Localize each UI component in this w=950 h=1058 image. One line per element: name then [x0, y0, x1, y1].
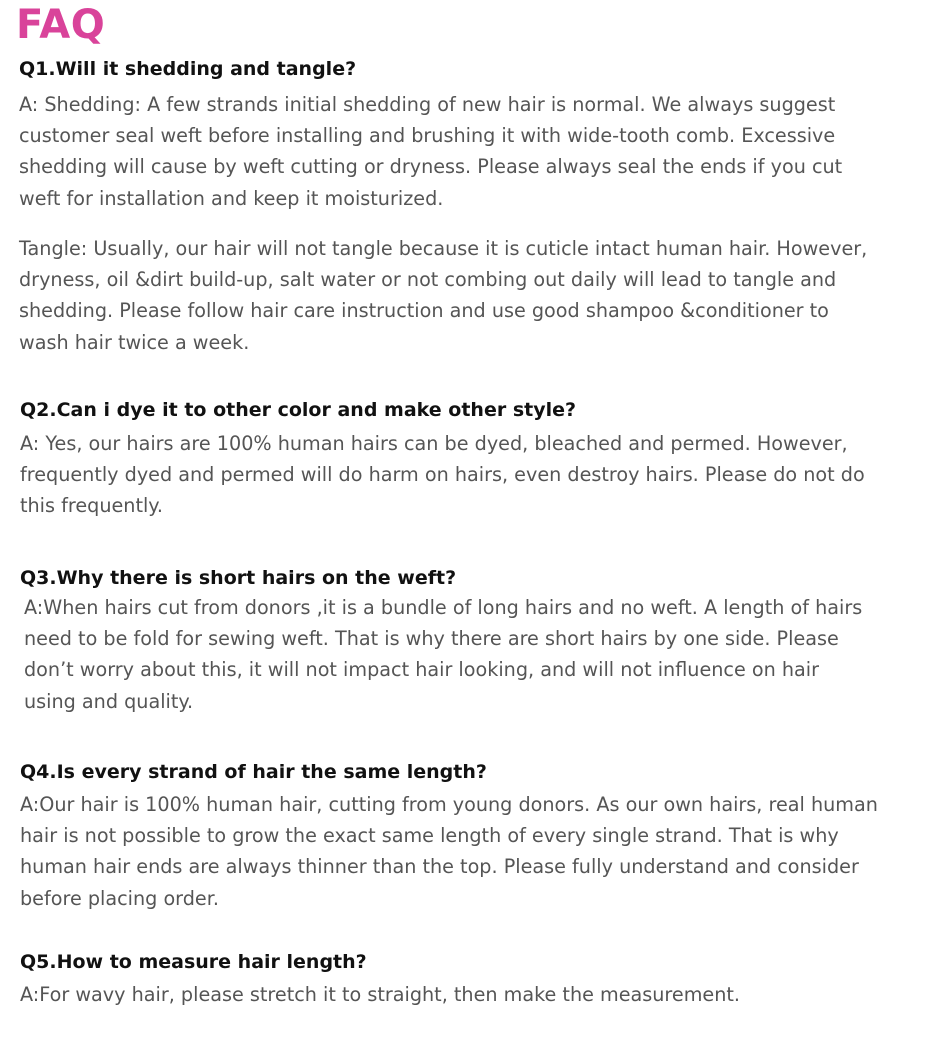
answer-line: A: Shedding: A few strands initial shedding of new hair is normal. We always suggest	[19, 93, 836, 116]
answer-line: customer seal weft before installing and brushing it with wide-tooth comb. Excessive	[19, 124, 836, 148]
faq-question-3: Q3.Why there is short hairs on the weft?	[20, 567, 457, 589]
answer-line: before placing order.	[20, 886, 219, 910]
answer-line: this frequently.	[20, 494, 164, 518]
faq-question-2: Q2.Can i dye it to other color and make other style?	[20, 399, 577, 421]
answer-line: A: Yes, our hairs are 100% human hairs can be dyed, bleached and permed. However,	[20, 432, 848, 455]
faq-answer-4	[20, 789, 900, 914]
answer-line: Tangle: Usually, our hair will not tangle because it is cuticle intact human hair. However,	[19, 237, 868, 260]
answer-line: A:For wavy hair, please stretch it to straight, then make the measurement.	[20, 983, 740, 1006]
answer-line: dryness, oil &dirt build-up, salt water or not combing out daily will lead to tangle and	[19, 268, 837, 292]
answer-line: hair is not possible to grow the exact same length of every single strand. That is why	[20, 824, 839, 848]
faq-answer-5	[20, 979, 900, 1010]
faq-answer-1-tangle	[19, 233, 899, 358]
answer-line: need to be fold for sewing weft. That is why there are short hairs by one side. Please	[24, 627, 839, 651]
answer-line: A:When hairs cut from donors ,it is a bundle of long hairs and no weft. A length of hairs	[24, 596, 863, 619]
faq-answer-1-shedding	[19, 89, 899, 214]
faq-question-5: Q5.How to measure hair length?	[20, 951, 367, 973]
answer-line: using and quality.	[24, 689, 194, 713]
answer-line: frequently dyed and permed will do harm on hairs, even destroy hairs. Please do not do	[20, 463, 865, 487]
faq-answer-2	[20, 428, 900, 522]
answer-line: human hair ends are always thinner than the top. Please fully understand and consider	[20, 855, 859, 879]
answer-line: A:Our hair is 100% human hair, cutting from young donors. As our own hairs, real human	[20, 793, 878, 816]
faq-answer-3	[24, 592, 904, 717]
faq-question-4: Q4.Is every strand of hair the same length?	[20, 761, 487, 783]
answer-line: shedding. Please follow hair care instruction and use good shampoo &conditioner to	[19, 299, 829, 323]
answer-line: don’t worry about this, it will not impact hair looking, and will not influence on hair	[24, 658, 820, 682]
page-title: FAQ	[16, 2, 106, 48]
answer-line: weft for installation and keep it moisturized.	[19, 186, 444, 210]
faq-question-1: Q1.Will it shedding and tangle?	[19, 58, 357, 80]
answer-line: shedding will cause by weft cutting or dryness. Please always seal the ends if you cut	[19, 155, 843, 179]
answer-line: wash hair twice a week.	[19, 330, 250, 354]
